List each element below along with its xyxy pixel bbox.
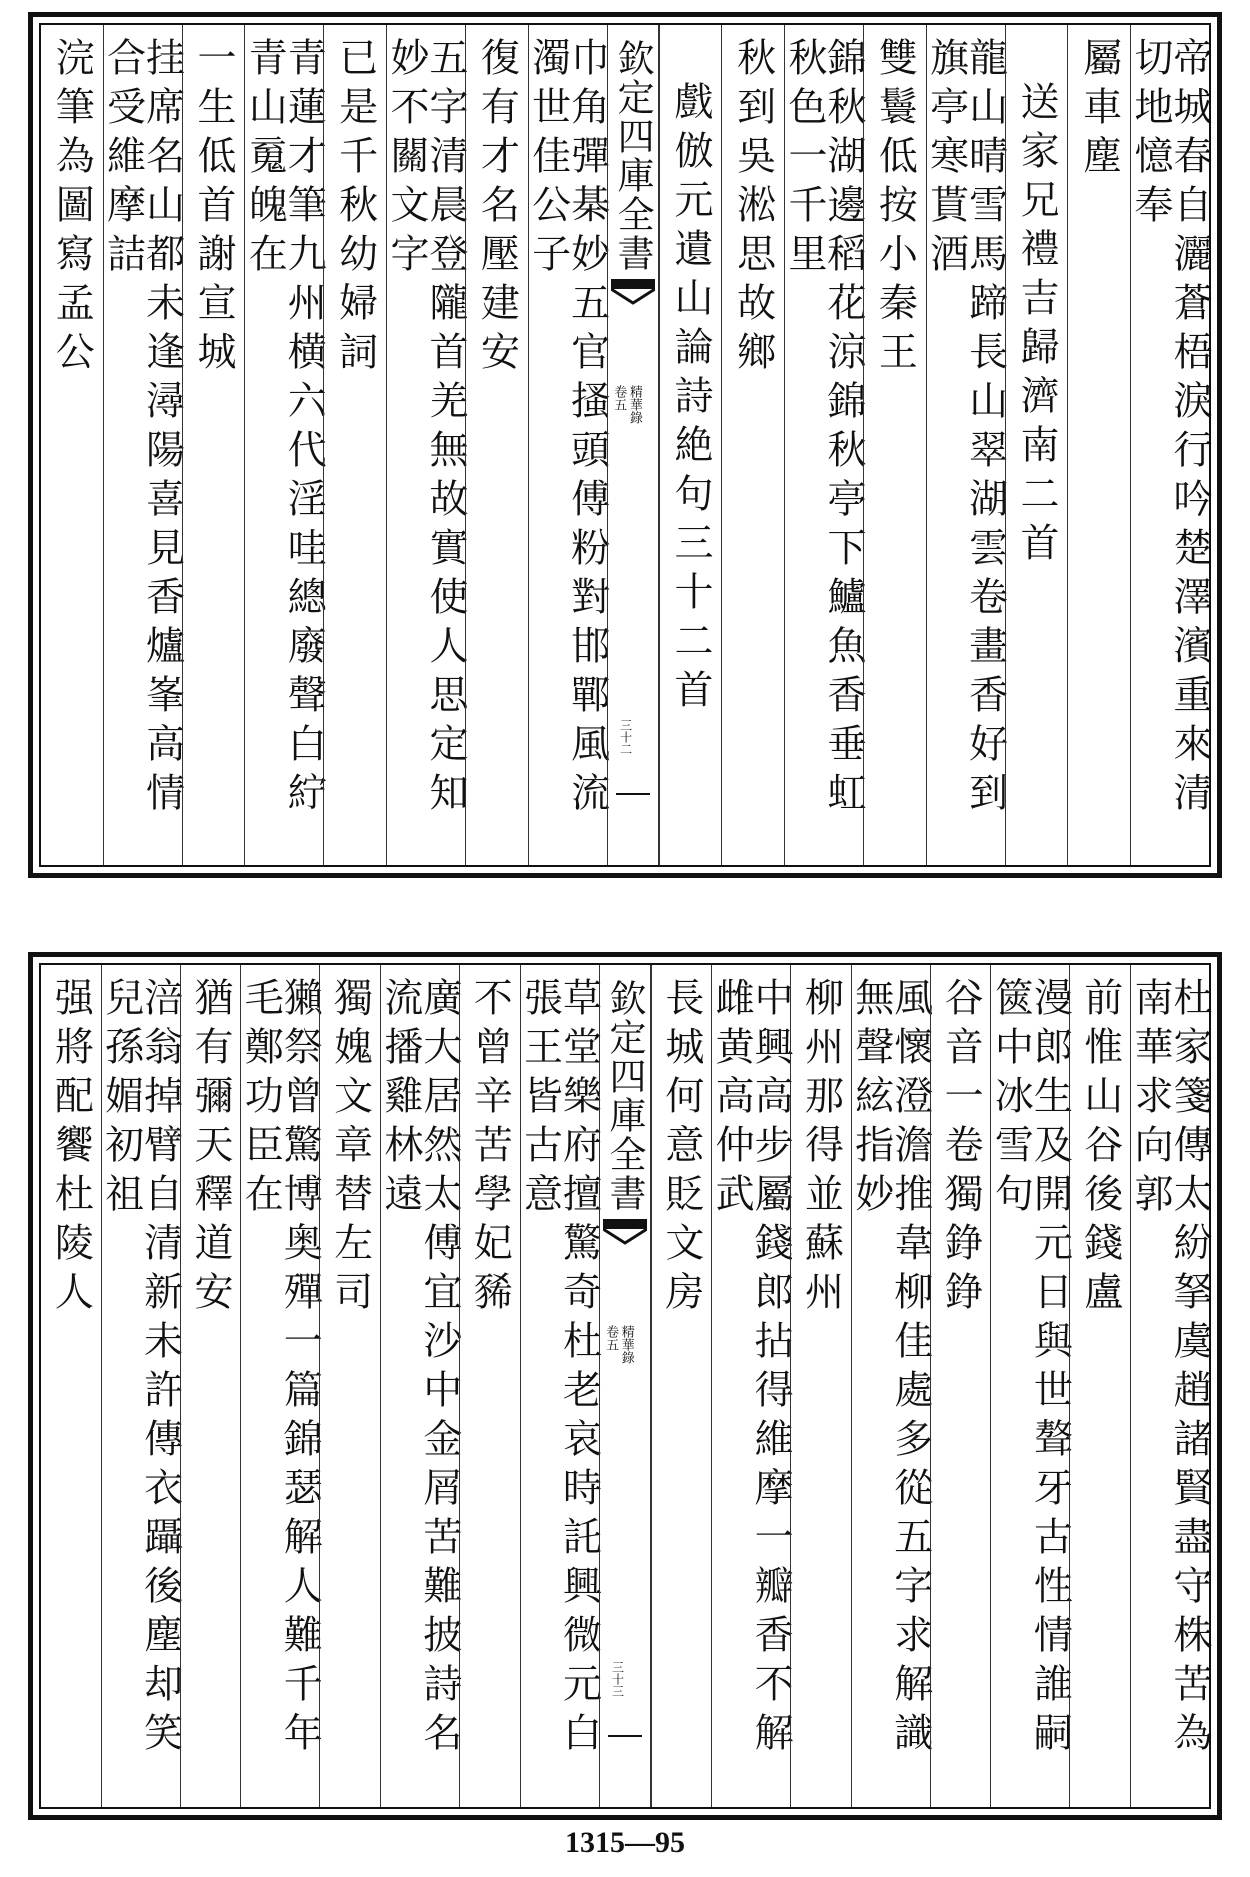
text-column: 長城何意貶文房 [651, 965, 712, 1807]
margin-volume-number: 卷五 [611, 385, 627, 411]
text-column: 草堂樂府擅驚奇杜老哀時託興微元白張王皆古意 [520, 965, 599, 1807]
text-column: 雙鬟低按小秦王 [863, 25, 926, 865]
text-column: 已是千秋幼婦詞 [323, 25, 386, 865]
text-column: 帝城春自灑蒼梧淚行吟楚澤濱重來清切地憶奉 [1130, 25, 1209, 865]
page-footer-number: 1315—95 [565, 1826, 685, 1859]
text-column: 復有才名壓建安 [465, 25, 528, 865]
margin-book-title: 欽定四庫全書 [603, 979, 646, 1213]
bottom-page-frame [28, 952, 1222, 1820]
margin-rule [616, 793, 650, 795]
text-column: 廣大居然太傅宜沙中金屑苦難披詩名流播雞林遠 [380, 965, 459, 1807]
text-column: 猶有彌天釋道安 [180, 965, 241, 1807]
text-column: 涪翁掉臂自清新未許傳衣躡後塵却笑兒孫媚初祖 [101, 965, 180, 1807]
margin-page-number: 三十二 [618, 719, 633, 755]
text-column: 强將配饗杜陵人 [48, 977, 94, 1320]
margin-page-number: 三十三 [610, 1661, 625, 1697]
margin-collection-name: 精華錄 [626, 385, 642, 424]
text-column: 秋到吳淞思故鄉 [721, 25, 784, 865]
margin-collection-name: 精華錄 [618, 1325, 634, 1364]
text-column: 五字清晨登隴首羌無故實使人思定知妙不關文字 [386, 25, 465, 865]
text-column: 挂席名山都未逢潯陽喜見香爐峯高情合受維摩詰 [103, 25, 182, 865]
text-column: 前惟山谷後錢盧 [1069, 965, 1130, 1807]
text-column: 谷音一卷獨錚錚 [930, 965, 991, 1807]
bottom-page-columns [39, 963, 1211, 1809]
text-column: 柳州那得並蘇州 [790, 965, 851, 1807]
margin-book-title: 欽定四庫全書 [611, 39, 655, 273]
text-column: 杜家箋傳太紛拏虞趙諸賢盡守株苦為南華求向郭 [1130, 965, 1209, 1807]
margin-volume-label [604, 1325, 633, 1364]
text-column: 青蓮才筆九州横六代淫哇總廢聲白紵青山䰟魄在 [244, 25, 323, 865]
center-fold-margin [599, 965, 651, 1807]
text-column: 戲倣元遺山論詩絶句三十二首 [659, 25, 722, 865]
text-column: 錦秋湖邊稻花涼錦秋亭下鱸魚香垂虹秋色一千里 [784, 25, 863, 865]
fishtail-mark-icon [611, 279, 655, 305]
text-column: 不曾辛苦學妃豨 [459, 965, 520, 1807]
center-fold-margin [607, 25, 659, 865]
top-page-frame [28, 12, 1222, 878]
text-column: 巾角彈棊妙五官搔頭傅粉對邯鄲風流濁世佳公子 [528, 25, 607, 865]
text-column: 獨媿文章替左司 [319, 965, 380, 1807]
text-column: 送家兄禮吉歸濟南二首 [1005, 25, 1068, 865]
text-column: 中興高步屬錢郎拈得維摩一瓣香不解雌黄高仲武 [711, 965, 790, 1807]
text-column: 風懷澄澹推韋柳佳處多從五字求解識無聲絃指妙 [851, 965, 930, 1807]
margin-volume-label [612, 385, 641, 424]
text-column: 獺祭曾驚博奥殫一篇錦瑟解人難千年毛鄭功臣在 [240, 965, 319, 1807]
text-column: 浣筆為圖寫孟公 [49, 37, 95, 380]
text-column: 屬車塵 [1067, 25, 1130, 865]
text-column: 一生低首謝宣城 [182, 25, 245, 865]
margin-rule [608, 1735, 642, 1737]
top-page-columns [39, 23, 1211, 867]
text-column: 漫郎生及開元日與世聱牙古性情誰嗣篋中冰雪句 [990, 965, 1069, 1807]
margin-volume-number: 卷五 [603, 1325, 619, 1351]
fishtail-mark-icon [603, 1219, 647, 1245]
text-column: 龍山晴雪馬蹄長山翠湖雲卷畫香好到旗亭寒貰酒 [926, 25, 1005, 865]
